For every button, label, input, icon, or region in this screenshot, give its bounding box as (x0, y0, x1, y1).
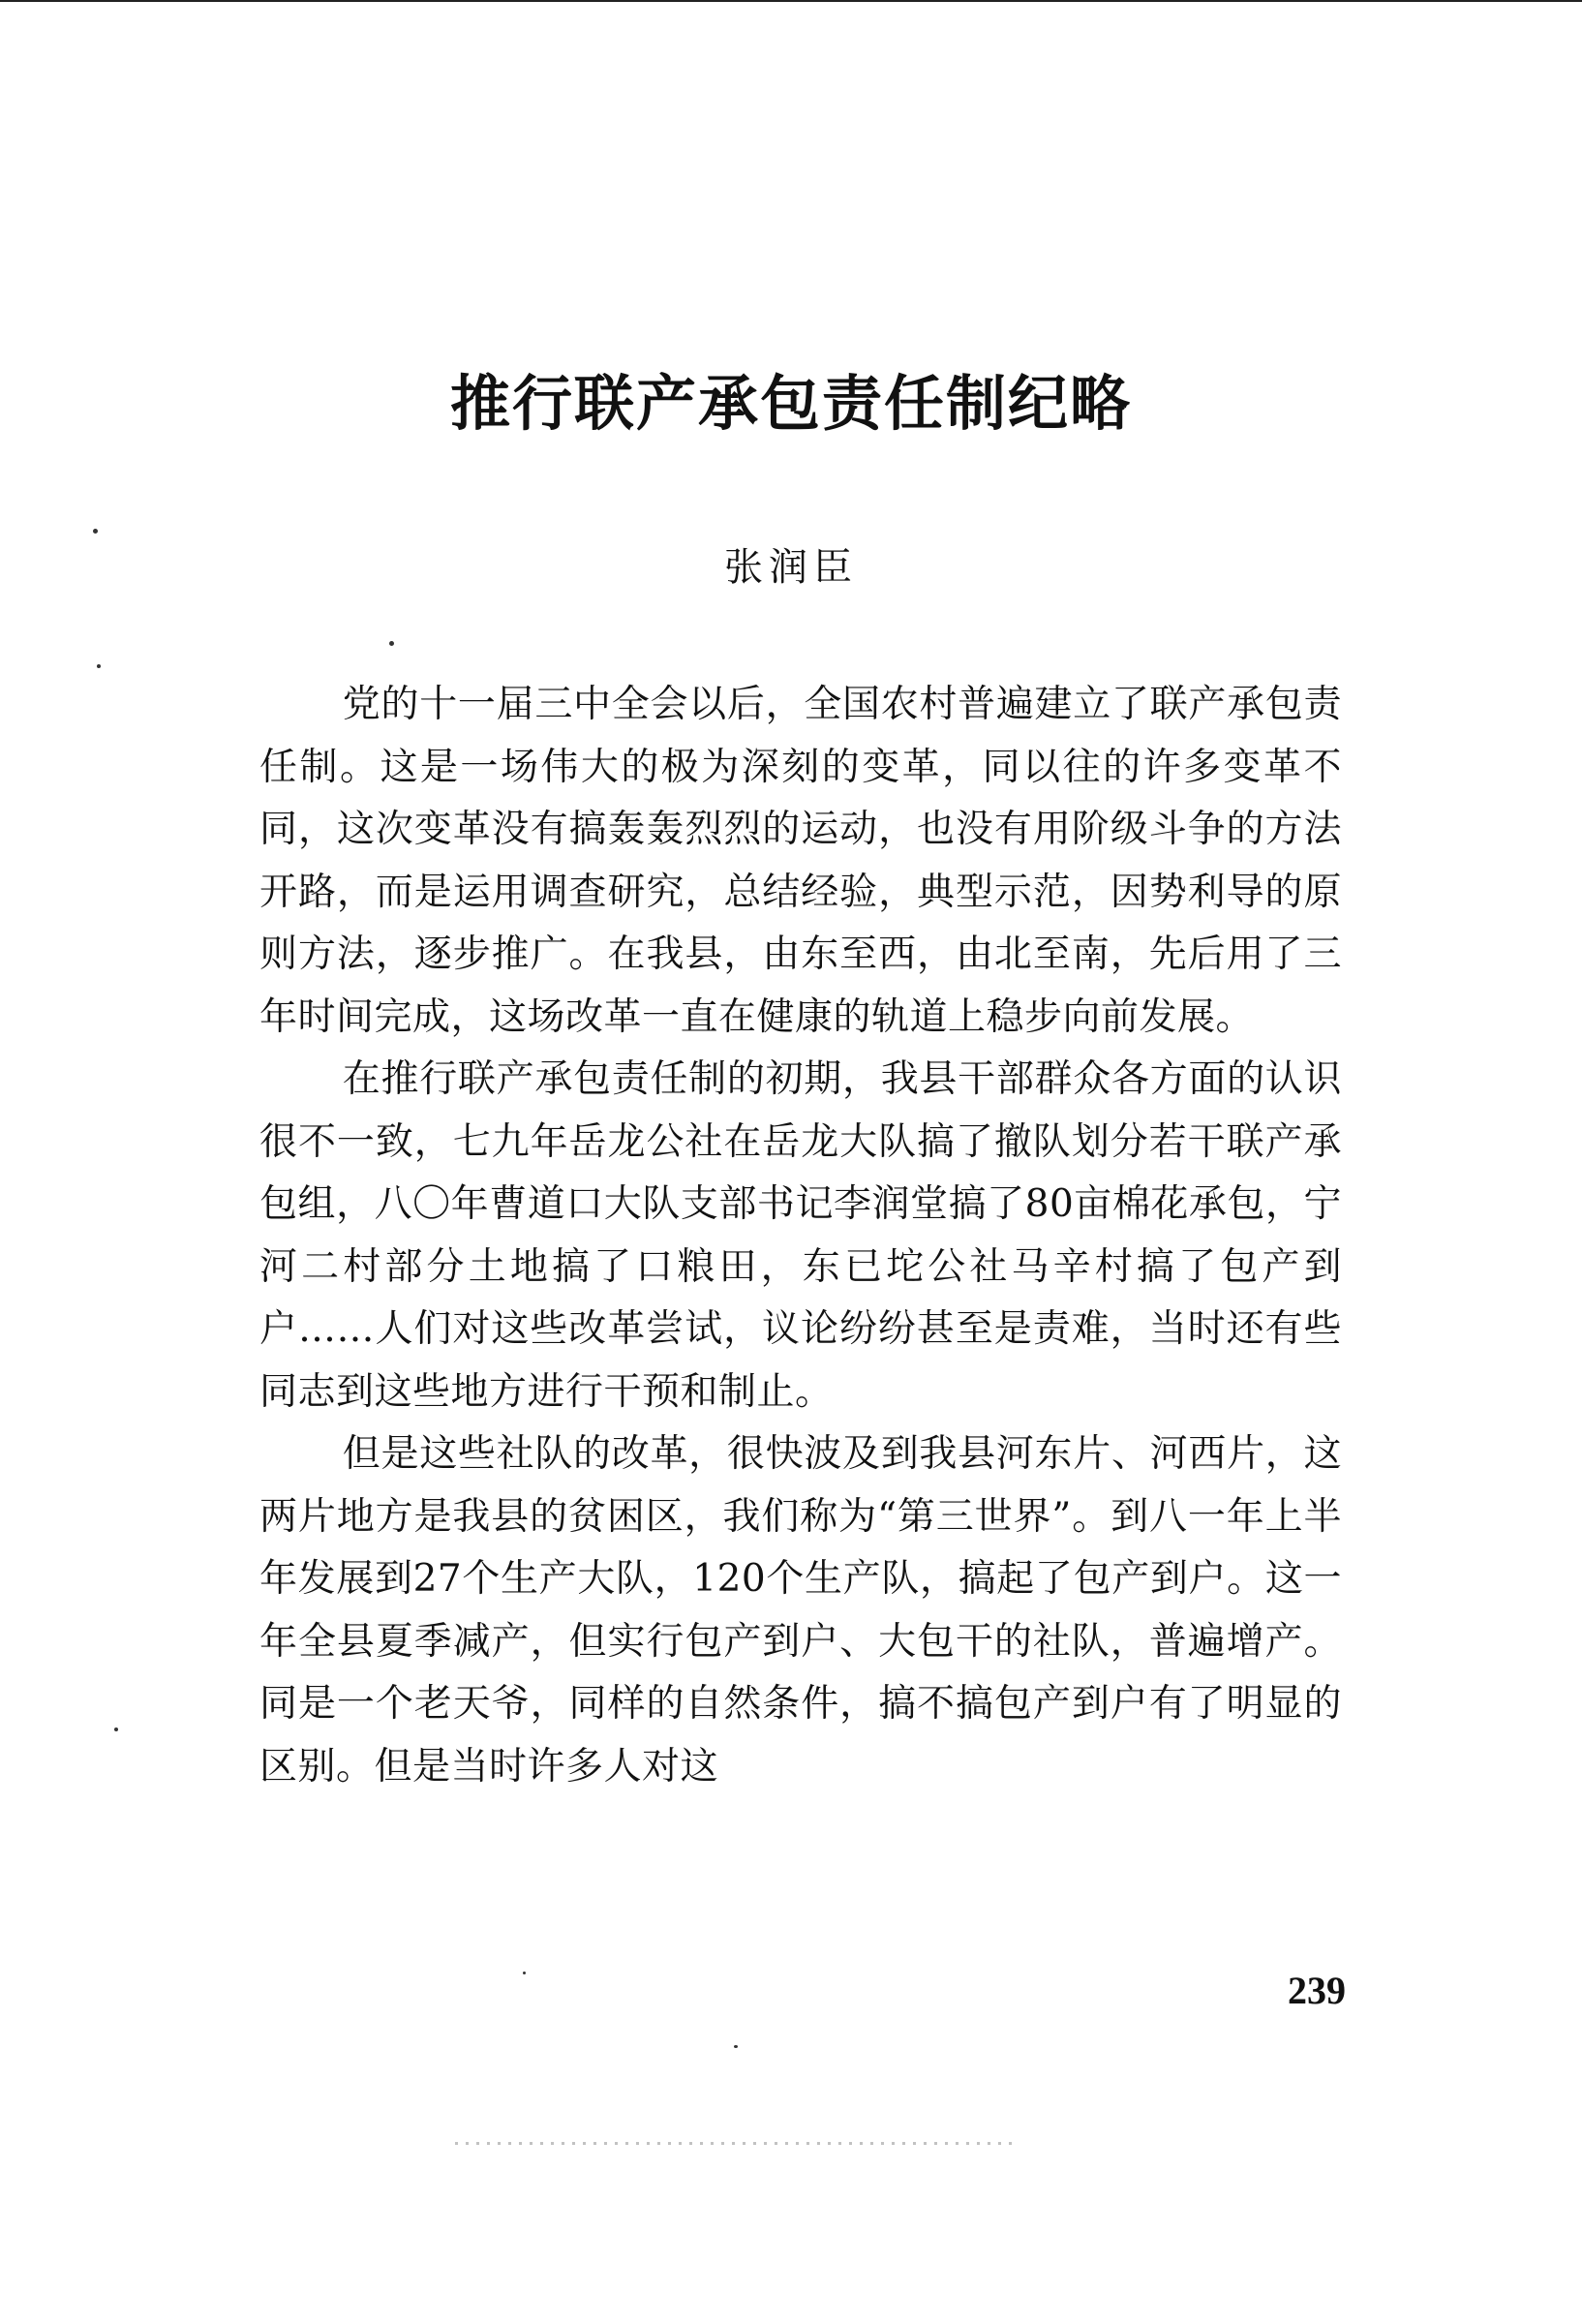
page-top-edge (0, 0, 1582, 2)
paragraph: 党的十一届三中全会以后，全国农村普遍建立了联产承包责任制。这是一场伟大的极为深刻的变革，同以往的许多变革不同，这次变革没有搞轰轰烈烈的运动，也没有用阶级斗争的方法开路，而是运用调查研究，总结经验，典型示范，因势利导的原则方法，逐步推广。在我县，由东至西，由北至南，先后用了三年时间完成，这场改革一直在健康的轨道上稳步向前发展。 (259, 683, 1342, 1039)
scan-speck (97, 664, 101, 668)
scan-speck (93, 529, 98, 534)
article-title: 推行联产承包责任制纪略 (449, 368, 1132, 439)
scan-speck (114, 1728, 118, 1731)
scan-speck (389, 641, 394, 646)
scan-noise-line (455, 2142, 1017, 2145)
scan-speck (734, 2045, 738, 2048)
scan-speck (523, 1972, 526, 1974)
paragraph: 在推行联产承包责任制的初期，我县干部群众各方面的认识很不一致，七九年岳龙公社在岳龙大队搞了撤队划分若干联产承包组，八〇年曹道口大队支部书记李润堂搞了80亩棉花承包，宁河二村部分土地搞了口粮田，东已坨公社马辛村搞了包产到户……人们对这些改革尝试，议论纷纷甚至是责难，当时还有些同志到这些地方进行干预和制止。 (259, 1057, 1342, 1414)
paragraph: 但是这些社队的改革，很快波及到我县河东片、河西片，这两片地方是我县的贫困区，我们称为“第三世界”。到八一年上半年发展到27个生产大队，120个生产队，搞起了包产到户。这一年全县夏季减产，但实行包产到户、大包干的社队，普遍增产。同是一个老天爷，同样的自然条件，搞不搞包产到户有了明显的区别。但是当时许多人对这 (259, 1432, 1342, 1789)
author-name: 张润臣 (724, 545, 858, 590)
article-body (259, 674, 1342, 1798)
page-number: 239 (1288, 1969, 1346, 2012)
